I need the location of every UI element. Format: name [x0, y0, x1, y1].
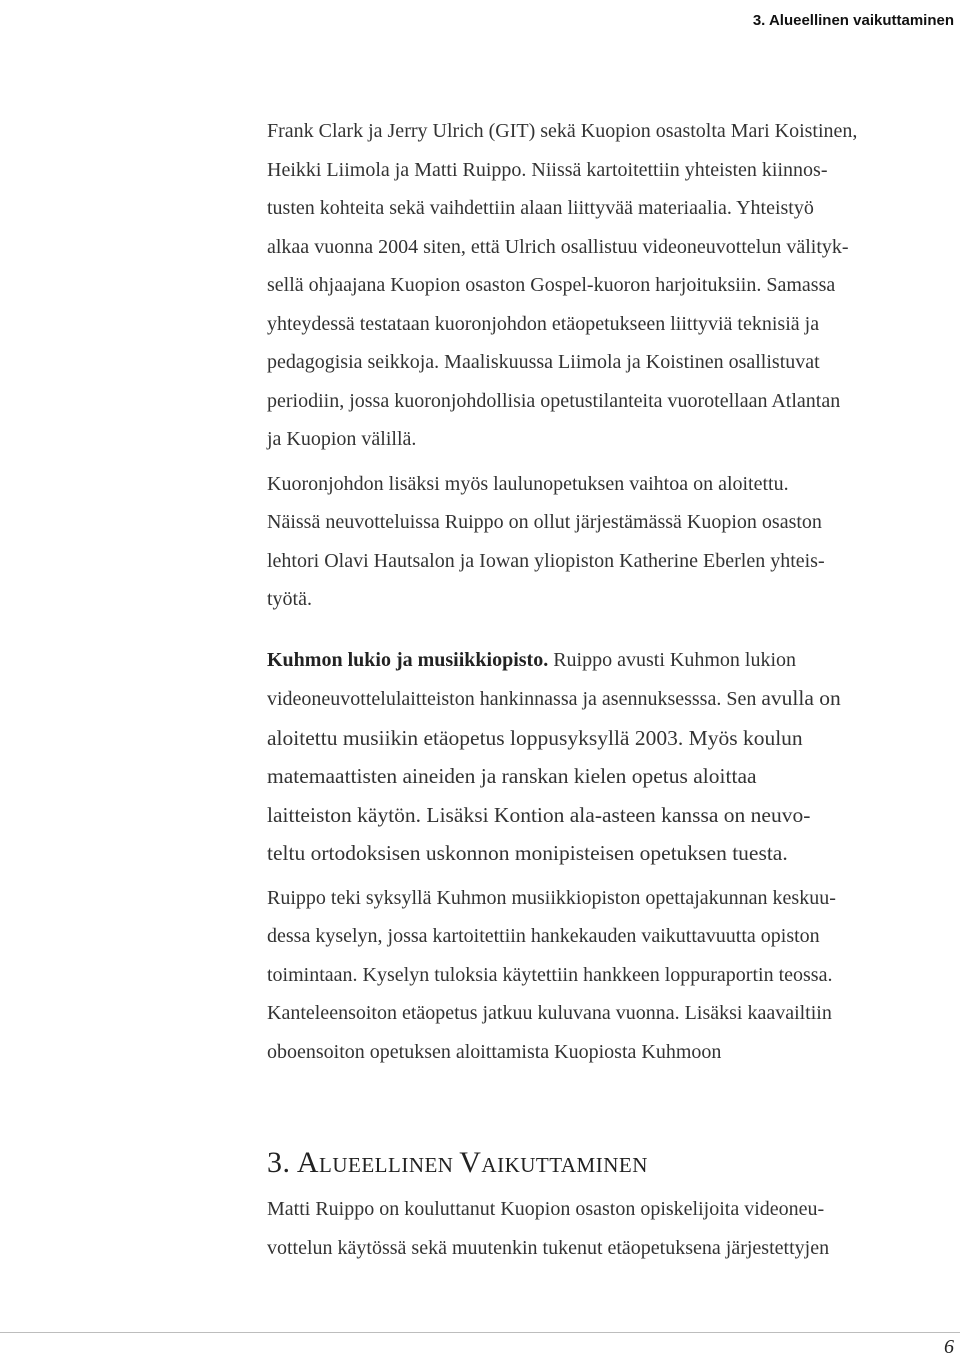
- page-number: 6: [944, 1336, 954, 1358]
- text-line: Frank Clark ja Jerry Ulrich (GIT) sekä Kuopion osastolta Mari Koistinen,: [267, 120, 858, 142]
- text-line: ja Kuopion välillä.: [267, 428, 417, 450]
- text-line: alkaa vuonna 2004 siten, että Ulrich osallistuu videoneuvottelun välityk-: [267, 235, 849, 258]
- text-line: Näissä neuvotteluissa Ruippo on ollut järjestämässä Kuopion osaston: [267, 511, 822, 533]
- text-line: dessa kyselyn, jossa kartoitettiin hankekauden vaikuttavuutta opiston: [267, 925, 820, 947]
- footer-divider: [0, 1332, 960, 1333]
- heading-run: LUEELLINEN: [319, 1153, 460, 1177]
- text-line: tusten kohteita sekä vaihdettiin alaan liittyvää materiaalia. Yhteistyö: [267, 197, 814, 219]
- section-heading: [267, 1144, 957, 1184]
- paragraph-lead-heading: Kuhmon lukio ja musiikkiopisto.: [267, 648, 549, 671]
- text-line: Kuoronjohdon lisäksi myös laulunopetuksen vaihtoa on aloitettu.: [267, 472, 789, 495]
- text-line: Kanteleensoiton etäopetus jatkuu kuluvana vuonna. Lisäksi kaavailtiin: [267, 1002, 832, 1024]
- heading-run: 3. A: [267, 1146, 320, 1179]
- text-line: sellä ohjaajana Kuopion osaston Gospel-kuoron harjoituksiin. Samassa: [267, 274, 836, 296]
- text-line: [267, 679, 957, 719]
- paragraph-survey: [267, 879, 957, 1072]
- paragraph-git-collaboration: [267, 112, 957, 459]
- text-line: yhteydessä testataan kuoronjohdon etäopetukseen liittyviä teknisiä ja: [267, 312, 820, 335]
- running-header: 3. Alueellinen vaikuttaminen: [752, 12, 954, 29]
- text-line: periodiin, jossa kuoronjohdollisia opetustilanteita vuorotellaan Atlantan: [267, 389, 841, 412]
- text-line: vottelun käytössä sekä muutenkin tukenut etäopetuksena järjestettyjen: [267, 1236, 830, 1259]
- heading-run: V: [459, 1146, 482, 1179]
- text-line: [267, 641, 957, 680]
- text-line: oboensoiton opetuksen aloittamista Kuopiosta Kuhmoon: [267, 1040, 722, 1063]
- text-line: Heikki Liimola ja Matti Ruippo. Niissä kartoitettiin yhteisten kiinnos-: [267, 158, 828, 181]
- text-run: Ruippo avusti Kuhmon lukion: [548, 648, 797, 671]
- text-line: lehtori Olavi Hautsalon ja Iowan yliopiston Katherine Eberlen yhteis-: [267, 549, 825, 572]
- text-line: laitteiston käytön. Lisäksi Kontion ala-asteen kanssa on neuvo-: [267, 802, 811, 827]
- text-run: videoneuvottelulaitteiston hankinnassa ja asennuksesssa. Sen: [267, 688, 762, 710]
- paragraph-kuhmo: [267, 641, 957, 873]
- text-line: aloitettu musiikin etäopetus loppusyksyllä 2003. Myös koulun: [267, 725, 803, 750]
- paragraph-singing-exchange: [267, 465, 957, 619]
- heading-run: AIKUTTAMINEN: [481, 1153, 648, 1177]
- text-line: Matti Ruippo on kouluttanut Kuopion osaston opiskelijoita videoneu-: [267, 1198, 825, 1220]
- text-line: toimintaan. Kyselyn tuloksia käytettiin hankkeen loppuraportin teossa.: [267, 963, 833, 986]
- paragraph-section-intro: [267, 1190, 957, 1267]
- page-content: [267, 112, 957, 1267]
- text-line: matemaattisten aineiden ja ranskan kielen opetus aloittaa: [267, 764, 757, 788]
- text-line: työtä.: [267, 588, 312, 610]
- text-line: teltu ortodoksisen uskonnon monipisteisen opetuksen tuesta.: [267, 841, 788, 865]
- text-line: pedagogisia seikkoja. Maaliskuussa Liimola ja Koistinen osallistuvat: [267, 351, 820, 373]
- text-line: Ruippo teki syksyllä Kuhmon musiikkiopiston opettajakunnan keskuu-: [267, 886, 836, 909]
- text-run: avulla on: [761, 686, 841, 710]
